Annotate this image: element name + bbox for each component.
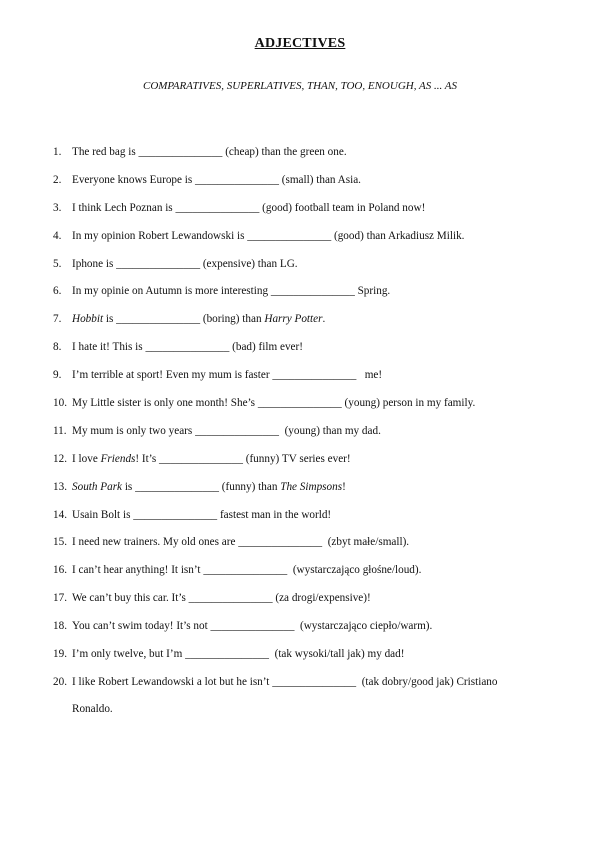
exercise-item (53, 255, 573, 283)
item-text: In my opinion Robert Lewandowski is (72, 229, 248, 242)
exercise-item (53, 422, 573, 450)
exercise-item (53, 171, 573, 199)
exercise-item (53, 450, 573, 478)
item-number: 19. (53, 648, 67, 661)
item-text: (good) football team in Poland now! (259, 201, 426, 214)
exercise-item (53, 143, 573, 171)
item-text: (tak wysoki/tall jak) my dad! (269, 648, 405, 661)
answer-blank[interactable]: _______________ (185, 648, 269, 661)
item-text: We can’t buy this car. It’s (72, 592, 189, 605)
item-number: 5. (53, 257, 62, 270)
exercise-item (53, 617, 573, 645)
item-text: My Little sister is only one month! She’s (72, 397, 258, 410)
item-text: (funny) TV series ever! (242, 452, 351, 465)
item-number: 15. (53, 536, 67, 549)
answer-blank[interactable]: _______________ (159, 452, 243, 465)
item-text: Iphone is (72, 257, 117, 270)
item-number: 17. (53, 592, 67, 605)
item-text: I’m terrible at sport! Even my mum is faster (72, 369, 273, 382)
answer-blank[interactable]: _______________ (210, 620, 295, 633)
item-text: Everyone knows Europe is (72, 173, 196, 186)
item-number: 14. (53, 508, 67, 521)
item-number: 8. (53, 341, 62, 354)
item-number: 9. (53, 369, 62, 382)
answer-blank[interactable]: _______________ (272, 675, 357, 688)
exercise-item (53, 282, 573, 310)
page-subtitle: COMPARATIVES, SUPERLATIVES, THAN, TOO, ENOUGH, AS ... AS (142, 80, 457, 92)
exercise-item (53, 366, 573, 394)
item-text: You can’t swim today! It’s not (72, 620, 211, 633)
item-number: 1. (53, 146, 62, 158)
exercise-item (53, 506, 573, 534)
answer-blank[interactable]: _______________ (145, 341, 230, 354)
exercise-item (53, 227, 573, 255)
exercise-item (53, 533, 573, 561)
page-title: ADJECTIVES (254, 36, 346, 51)
item-number: 10. (53, 397, 67, 410)
item-text: ! (342, 480, 346, 493)
exercise-item (53, 561, 573, 589)
item-text: (zbyt małe/small). (322, 536, 410, 549)
exercise-list (53, 143, 573, 718)
answer-blank[interactable]: _______________ (133, 508, 218, 521)
item-number: 2. (53, 173, 62, 186)
item-text: (wystarczająco ciepło/warm). (294, 620, 433, 633)
item-text: (small) than Asia. (278, 173, 361, 186)
item-text: I like Robert Lewandowski a lot but he isn’t (72, 675, 273, 688)
item-text: (expensive) than LG. (200, 257, 298, 270)
item-text: The red bag is (72, 146, 139, 158)
item-text: (bad) film ever! (229, 341, 303, 354)
exercise-item (53, 589, 573, 617)
item-text: I can’t hear anything! It isn’t (72, 564, 204, 577)
answer-blank[interactable]: _______________ (272, 369, 357, 382)
exercise-item (53, 478, 573, 506)
item-title-italic: South Park (72, 480, 123, 493)
answer-blank[interactable]: _______________ (195, 173, 279, 186)
exercise-item (53, 645, 573, 673)
item-text: (good) than Arkadiusz Milik. (331, 229, 465, 242)
item-text: ! It’s (135, 452, 160, 465)
item-text: (young) than my dad. (278, 424, 381, 437)
item-title-italic: Friends (100, 452, 136, 465)
answer-blank[interactable]: _______________ (135, 480, 219, 493)
item-text: is (122, 480, 136, 493)
item-text: I’m only twelve, but I’m (72, 648, 186, 661)
item-number: 18. (53, 620, 67, 633)
exercise-item (53, 199, 573, 227)
answer-blank[interactable]: _______________ (175, 201, 260, 214)
item-number: 4. (53, 229, 62, 242)
item-text: I think Lech Poznan is (72, 201, 176, 214)
item-continuation: Ronaldo. (72, 702, 113, 715)
item-number: 20. (53, 675, 67, 688)
item-number: 13. (53, 480, 67, 493)
item-number: 12. (53, 452, 67, 465)
item-text: (tak dobry/good jak) Cristiano (356, 675, 498, 688)
answer-blank[interactable]: _______________ (188, 592, 273, 605)
answer-blank[interactable]: _______________ (195, 424, 279, 437)
item-number: 6. (53, 285, 62, 298)
item-text: My mum is only two years (72, 424, 196, 437)
item-number: 16. (53, 564, 67, 577)
answer-blank[interactable]: _______________ (247, 229, 332, 242)
answer-blank[interactable]: _______________ (257, 397, 342, 410)
item-text: (boring) than (200, 313, 265, 326)
answer-blank[interactable]: _______________ (116, 313, 201, 326)
item-number: 11. (53, 424, 67, 437)
item-text: (cheap) than the green one. (222, 146, 347, 158)
item-title-italic: Harry Potter (264, 313, 323, 326)
answer-blank[interactable]: _______________ (203, 564, 288, 577)
exercise-item (53, 394, 573, 422)
item-text: Spring. (354, 285, 391, 298)
item-text: I love (72, 452, 101, 465)
item-number: 7. (53, 313, 62, 326)
item-text: me! (356, 369, 383, 382)
item-text: (wystarczająco głośne/loud). (287, 564, 422, 577)
item-text: Usain Bolt is (72, 508, 134, 521)
answer-blank[interactable]: _______________ (138, 146, 223, 158)
item-number: 3. (53, 201, 62, 214)
item-text: fastest man in the world! (217, 508, 332, 521)
item-title-italic: Hobbit (72, 313, 104, 326)
item-text: (za drogi/expensive)! (272, 592, 371, 605)
item-text: (young) person in my family. (341, 397, 476, 410)
item-text: I need new trainers. My old ones are (72, 536, 239, 549)
answer-blank[interactable]: _______________ (116, 257, 201, 270)
exercise-item (53, 338, 573, 366)
item-text: In my opinie on Autumn is more interesting (72, 285, 271, 298)
item-text: (funny) than (219, 480, 281, 493)
exercise-item (53, 310, 573, 338)
item-text: is (103, 313, 117, 326)
answer-blank[interactable]: _______________ (270, 285, 355, 298)
item-text: I hate it! This is (72, 341, 146, 354)
item-text: . (322, 313, 326, 326)
exercise-item (53, 673, 573, 718)
answer-blank[interactable]: _______________ (238, 536, 323, 549)
item-title-italic: The Simpsons (280, 480, 343, 493)
